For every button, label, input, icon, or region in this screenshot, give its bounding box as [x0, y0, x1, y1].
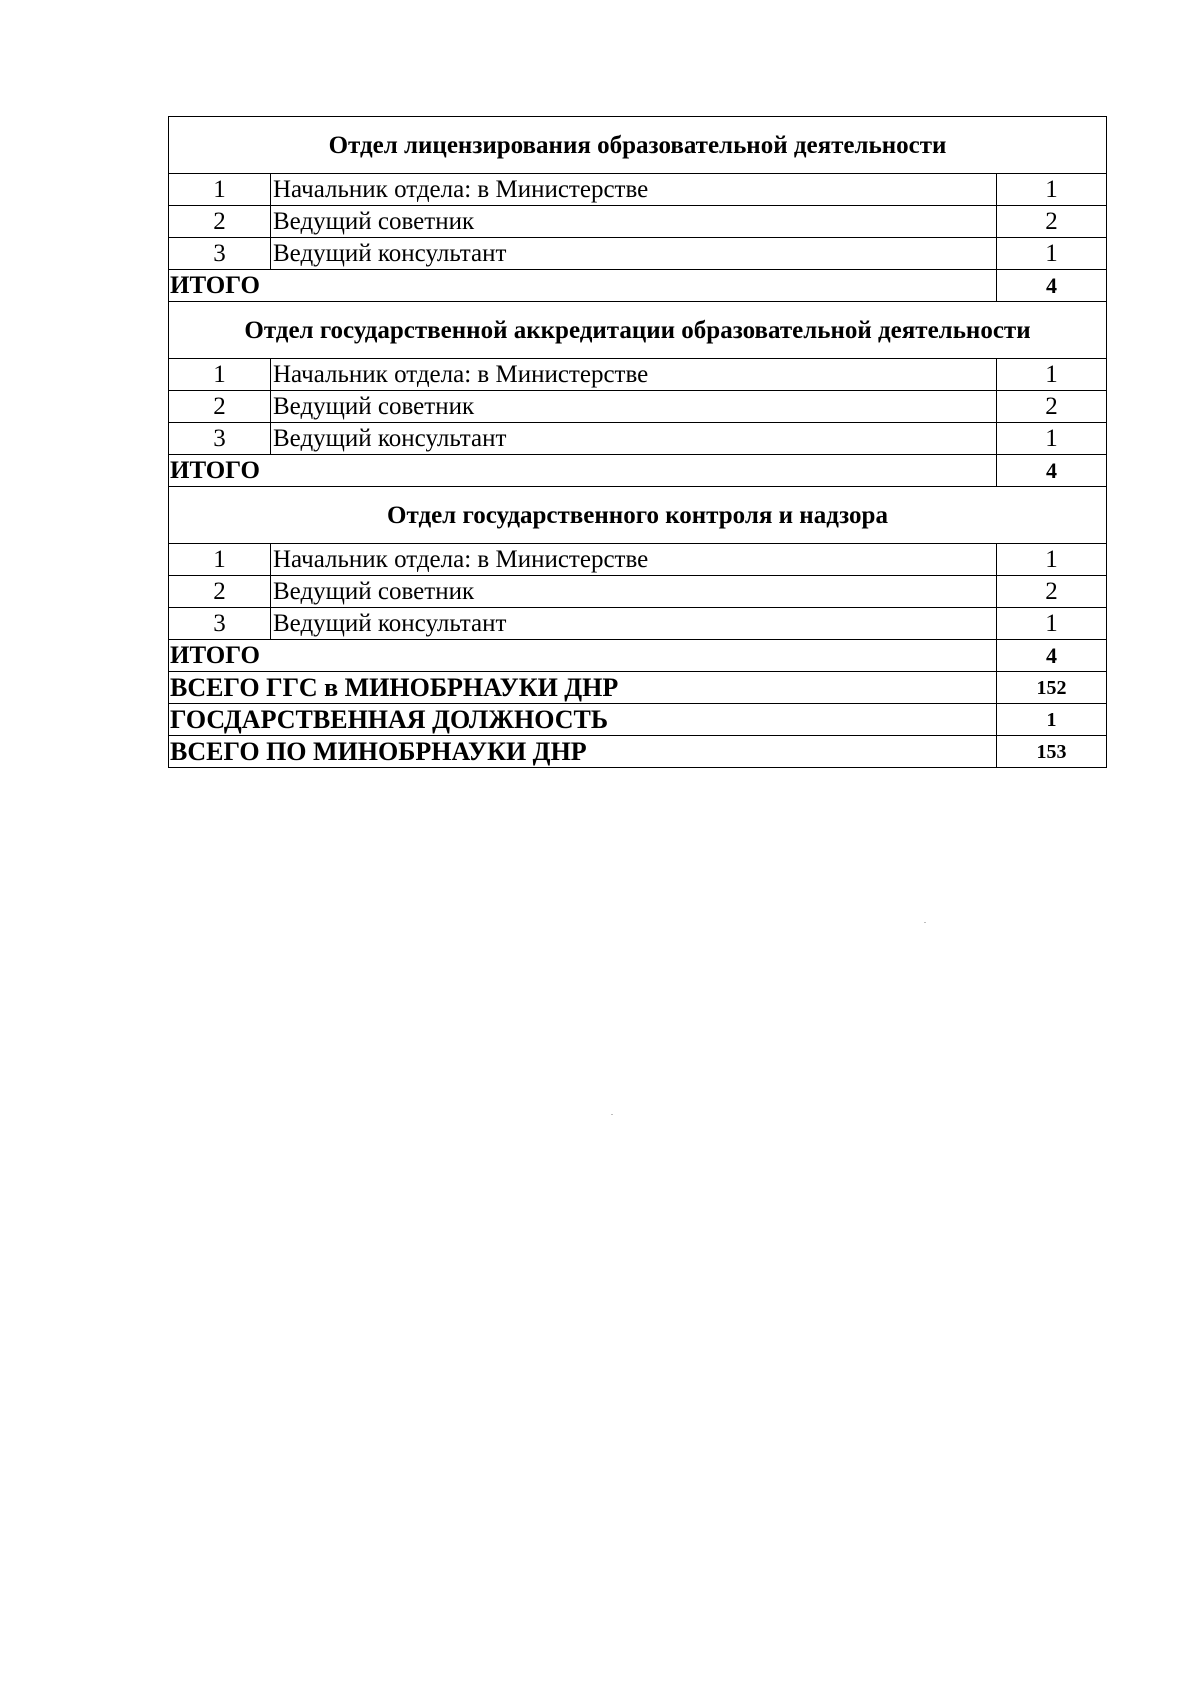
department-title: Отдел государственного контроля и надзора — [169, 487, 1107, 544]
table-row — [169, 359, 1107, 391]
staff-schedule-table — [168, 116, 1107, 768]
row-number: 1 — [169, 174, 271, 206]
position-count: 1 — [997, 423, 1107, 455]
summary-value: 152 — [997, 672, 1107, 704]
total-label: ИТОГО — [169, 640, 997, 672]
row-number: 1 — [169, 544, 271, 576]
total-value: 4 — [997, 270, 1107, 302]
position-name: Ведущий консультант — [271, 238, 997, 270]
position-name: Ведущий советник — [271, 576, 997, 608]
summary-value: 1 — [997, 704, 1107, 736]
position-name: Ведущий советник — [271, 391, 997, 423]
department-total-row — [169, 270, 1107, 302]
position-name: Начальник отдела: в Министерстве — [271, 359, 997, 391]
position-count: 2 — [997, 391, 1107, 423]
scan-speck — [611, 1114, 613, 1115]
summary-label: ВСЕГО ПО МИНОБРНАУКИ ДНР — [169, 736, 997, 768]
position-name: Ведущий советник — [271, 206, 997, 238]
summary-value: 153 — [997, 736, 1107, 768]
position-count: 1 — [997, 544, 1107, 576]
row-number: 2 — [169, 391, 271, 423]
position-count: 2 — [997, 206, 1107, 238]
position-count: 1 — [997, 238, 1107, 270]
position-name: Ведущий консультант — [271, 423, 997, 455]
department-header — [169, 302, 1107, 359]
position-name: Ведущий консультант — [271, 608, 997, 640]
row-number: 3 — [169, 423, 271, 455]
row-number: 2 — [169, 576, 271, 608]
scan-speck — [924, 922, 926, 923]
summary-label: ГОСДАРСТВЕННАЯ ДОЛЖНОСТЬ — [169, 704, 997, 736]
summary-row-civil-service-total — [169, 672, 1107, 704]
total-value: 4 — [997, 455, 1107, 487]
row-number: 3 — [169, 608, 271, 640]
total-label: ИТОГО — [169, 455, 997, 487]
table-row — [169, 238, 1107, 270]
table-row — [169, 608, 1107, 640]
row-number: 2 — [169, 206, 271, 238]
position-name: Начальник отдела: в Министерстве — [271, 174, 997, 206]
position-count: 1 — [997, 608, 1107, 640]
row-number: 3 — [169, 238, 271, 270]
table-row — [169, 544, 1107, 576]
table-row — [169, 423, 1107, 455]
department-title: Отдел государственной аккредитации образовательной деятельности — [169, 302, 1107, 359]
position-count: 2 — [997, 576, 1107, 608]
total-label: ИТОГО — [169, 270, 997, 302]
summary-row-state-position — [169, 704, 1107, 736]
department-header — [169, 117, 1107, 174]
summary-label: ВСЕГО ГГС в МИНОБРНАУКИ ДНР — [169, 672, 997, 704]
table-row — [169, 391, 1107, 423]
department-total-row — [169, 640, 1107, 672]
department-total-row — [169, 455, 1107, 487]
staff-schedule-page — [168, 116, 1106, 768]
summary-row-ministry-total — [169, 736, 1107, 768]
position-count: 1 — [997, 174, 1107, 206]
table-row — [169, 576, 1107, 608]
table-row — [169, 174, 1107, 206]
position-count: 1 — [997, 359, 1107, 391]
position-name: Начальник отдела: в Министерстве — [271, 544, 997, 576]
row-number: 1 — [169, 359, 271, 391]
total-value: 4 — [997, 640, 1107, 672]
table-row — [169, 206, 1107, 238]
department-title: Отдел лицензирования образовательной деятельности — [169, 117, 1107, 174]
department-header — [169, 487, 1107, 544]
